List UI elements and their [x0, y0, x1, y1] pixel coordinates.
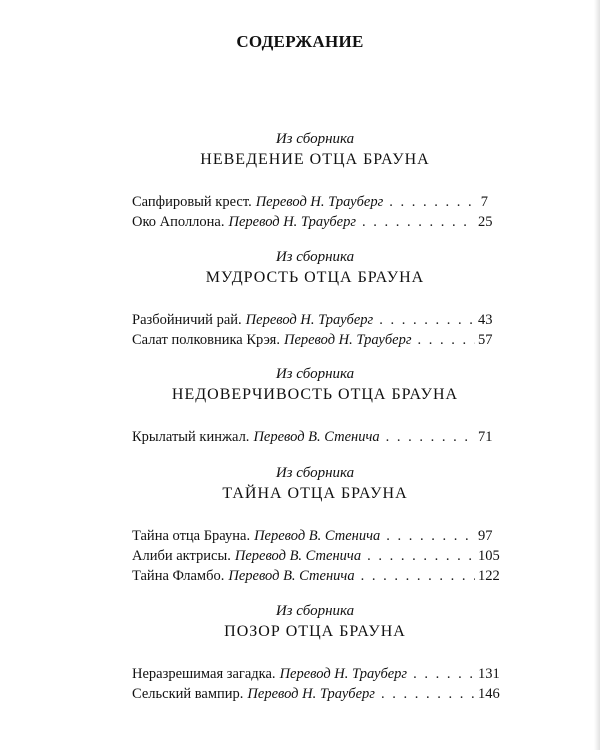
entry-page-number: 57	[478, 332, 493, 348]
dot-leader	[381, 684, 475, 704]
entry-translator: Перевод Н. Трауберг	[245, 312, 374, 328]
dot-leader	[413, 664, 475, 684]
toc-section	[132, 130, 493, 232]
section-kicker: Из сборника	[275, 249, 355, 265]
entry-title: Салат полковника Крэя.	[132, 332, 280, 348]
entry-list	[132, 192, 493, 232]
entry-translator: Перевод Н. Трауберг	[283, 332, 412, 348]
toc-section	[132, 602, 500, 704]
entry-page-number: 7	[480, 194, 488, 210]
entry-page-number: 71	[478, 429, 493, 445]
section-kicker: Из сборника	[275, 366, 355, 382]
section-kicker: Из сборника	[275, 131, 355, 147]
section-kicker: Из сборника	[275, 603, 355, 619]
entry-list	[132, 310, 493, 350]
toc-entry[interactable]	[132, 427, 493, 447]
entry-translator: Перевод Н. Трауберг	[228, 214, 357, 230]
dot-leader	[386, 427, 475, 447]
toc-entry[interactable]	[132, 526, 493, 546]
dot-leader	[418, 330, 476, 350]
section-title: НЕДОВЕРЧИВОСТЬ ОТЦА БРАУНА	[171, 386, 459, 403]
toc-entry[interactable]	[132, 212, 493, 232]
entry-title: Сельский вампир.	[132, 686, 244, 702]
entry-title: Алиби актрисы.	[132, 548, 231, 564]
toc-entry[interactable]	[132, 566, 500, 586]
toc-section	[132, 248, 493, 350]
entry-page-number: 122	[478, 568, 500, 584]
entry-page-number: 105	[478, 548, 500, 564]
entry-title: Око Аполлона.	[132, 214, 225, 230]
entry-translator: Перевод В. Стенича	[254, 528, 381, 544]
entry-page-number: 43	[478, 312, 493, 328]
section-title: ТАЙНА ОТЦА БРАУНА	[222, 485, 408, 502]
toc-section	[132, 365, 493, 447]
toc-entry[interactable]	[132, 192, 488, 212]
entry-list	[132, 427, 493, 447]
toc-section	[132, 464, 500, 586]
page-title: СОДЕРЖАНИЕ	[236, 32, 364, 51]
page-edge-shadow	[594, 0, 600, 750]
toc-entry[interactable]	[132, 664, 500, 684]
dot-leader	[367, 546, 475, 566]
entry-translator: Перевод Н. Трауберг	[247, 686, 375, 702]
entry-list	[132, 526, 500, 586]
dot-leader	[379, 310, 475, 330]
toc-entry[interactable]	[132, 310, 493, 330]
entry-title: Тайна Фламбо.	[132, 568, 225, 584]
section-title: НЕВЕДЕНИЕ ОТЦА БРАУНА	[200, 151, 430, 168]
entry-title: Разбойничий рай.	[132, 312, 242, 328]
entry-translator: Перевод В. Стенича	[228, 568, 355, 584]
dot-leader	[361, 566, 475, 586]
toc-entry[interactable]	[132, 546, 500, 566]
entry-title: Сапфировый крест.	[132, 194, 252, 210]
entry-page-number: 25	[478, 214, 493, 230]
entry-page-number: 146	[478, 686, 500, 702]
dot-leader	[386, 526, 475, 546]
entry-title: Тайна отца Брауна.	[132, 528, 251, 544]
entry-title: Крылатый кинжал.	[132, 429, 250, 445]
section-kicker: Из сборника	[275, 465, 355, 481]
entry-page-number: 97	[478, 528, 493, 544]
toc-entry[interactable]	[132, 684, 500, 704]
entry-translator: Перевод В. Стенича	[253, 429, 380, 445]
entry-list	[132, 664, 500, 704]
entry-translator: Перевод Н. Трауберг	[255, 194, 384, 210]
section-title: ПОЗОР ОТЦА БРАУНА	[224, 623, 406, 640]
entry-translator: Перевод В. Стенича	[234, 548, 362, 564]
section-title: МУДРОСТЬ ОТЦА БРАУНА	[205, 269, 425, 286]
entry-translator: Перевод Н. Трауберг	[279, 666, 408, 682]
toc-entry[interactable]	[132, 330, 493, 350]
entry-page-number: 131	[478, 666, 500, 682]
dot-leader	[362, 212, 475, 232]
dot-leader	[389, 192, 475, 212]
entry-title: Неразрешимая загадка.	[132, 666, 276, 682]
